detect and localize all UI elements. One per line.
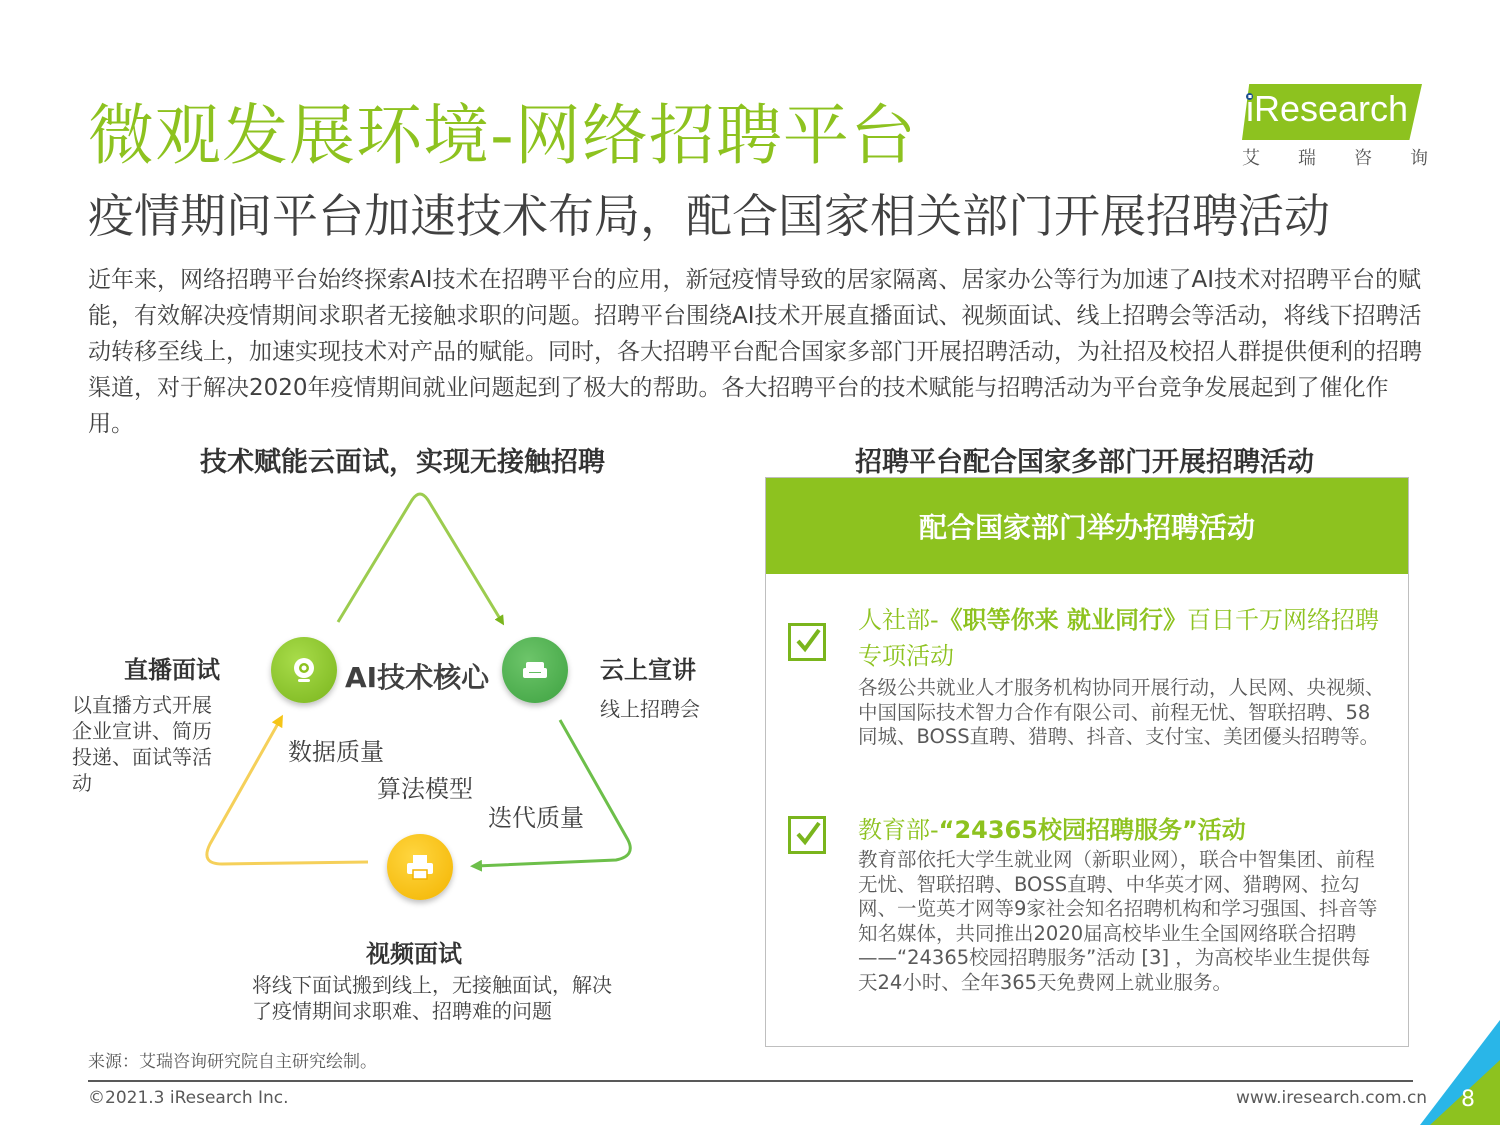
government-activities-panel: [765, 477, 1409, 1047]
checkbox-icon: [788, 623, 826, 661]
logo-char: 咨: [1354, 148, 1372, 169]
video-interview-desc: 将线下面试搬到线上，无接触面试，解决了疫情期间求职难、招聘难的问题: [252, 973, 612, 1023]
activity-dept: 人社部-: [858, 606, 939, 634]
logo-char: 瑞: [1298, 148, 1316, 169]
panel-header: 配合国家部门举办招聘活动: [766, 478, 1408, 574]
page-number: 8: [1461, 1087, 1475, 1112]
footer-divider: [88, 1080, 1413, 1082]
factor-iteration-quality: 迭代质量: [488, 804, 584, 832]
sofa-icon: [520, 655, 550, 685]
live-interview-title: 直播面试: [124, 656, 220, 684]
cloud-presentation-title: 云上宣讲: [600, 656, 696, 684]
printer-icon: [404, 852, 436, 882]
activity-title: [858, 602, 1388, 674]
video-interview-title: 视频面试: [366, 940, 462, 968]
activity-title: [858, 812, 1388, 848]
factor-data-quality: 数据质量: [288, 738, 384, 766]
checkmark-icon: [794, 820, 822, 848]
corner-decoration: [1420, 1020, 1500, 1125]
right-section-title: 招聘平台配合国家多部门开展招聘活动: [855, 447, 1314, 478]
logo-chinese-name: [1242, 144, 1428, 170]
activity-desc: 教育部依托大学生就业网（新职业网），联合中智集团、前程无忧、智联招聘、BOSS直聘、中华英才网、猎聘网、拉勾网、一览英才网等9家社会知名招聘机构和学习强国、抖音等知名媒体，共同推出2020届高校毕业生全国网络联合招聘——“24365校园招聘服务”活动 [3] ，为高校毕业生提供每天24小时、全年365天免费网上就业服务。: [858, 848, 1378, 994]
logo-char: 艾: [1242, 148, 1260, 169]
website-url: www.iresearch.com.cn: [1236, 1088, 1428, 1108]
live-interview-desc: 以直播方式开展企业宣讲、简历投递、面试等活动: [72, 693, 212, 795]
webcam-icon: [289, 655, 319, 685]
activity-name: “24365校园招聘服务”活动: [938, 816, 1246, 844]
intro-paragraph: 近年来，网络招聘平台始终探索AI技术在招聘平台的应用，新冠疫情导致的居家隔离、居家办公等行为加速了AI技术对招聘平台的赋能，有效解决疫情期间求职者无接触求职的问题。招聘平台围绕AI技术开展直播面试、视频面试、线上招聘会等活动，将线下招聘活动转移至线上，加速实现技术对产品的赋能。同时，各大招聘平台配合国家多部门开展招聘活动，为社招及校招人群提供便利的招聘渠道，对于解决2020年疫情期间就业问题起到了极大的帮助。各大招聘平台的技术赋能与招聘活动为平台竞争发展起到了催化作用。: [88, 267, 1422, 437]
page-subtitle: 疫情期间平台加速技术布局，配合国家相关部门开展招聘活动: [88, 189, 1330, 243]
logo-text: iResearch: [1246, 88, 1409, 129]
copyright: ©2021.3 iResearch Inc.: [88, 1088, 289, 1108]
cloud-presentation-node: [502, 637, 568, 703]
ai-core-label: AI技术核心: [345, 661, 490, 694]
checkbox-icon: [788, 816, 826, 854]
source-note: 来源：艾瑞咨询研究院自主研究绘制。: [88, 1052, 377, 1072]
ai-core-node: [271, 637, 337, 703]
arrow-top: [338, 494, 502, 622]
factor-algorithm-model: 算法模型: [377, 775, 473, 803]
activity-desc: 各级公共就业人才服务机构协同开展行动，人民网、央视频、中国国际技术智力合作有限公司、前程无忧、智联招聘、58同城、BOSS直聘、猎聘、抖音、支付宝、美团優头招聘等。: [858, 676, 1385, 748]
activity-name: 《职等你来 就业同行》: [938, 606, 1188, 634]
arrow-right: [476, 720, 630, 866]
cloud-presentation-desc: 线上招聘会: [600, 697, 700, 721]
activity-suffix: 百日千万网络招聘专项活动: [858, 606, 1380, 670]
ai-cycle-diagram: [0, 480, 760, 1040]
left-section-title: 技术赋能云面试，实现无接触招聘: [200, 447, 605, 478]
activity-dept: 教育部-: [858, 816, 939, 844]
iresearch-logo: [1236, 78, 1426, 173]
page-title: 微观发展环境-网络招聘平台: [88, 97, 917, 174]
checkmark-icon: [794, 627, 822, 655]
logo-char: 询: [1410, 148, 1428, 169]
video-interview-node: [387, 834, 453, 900]
